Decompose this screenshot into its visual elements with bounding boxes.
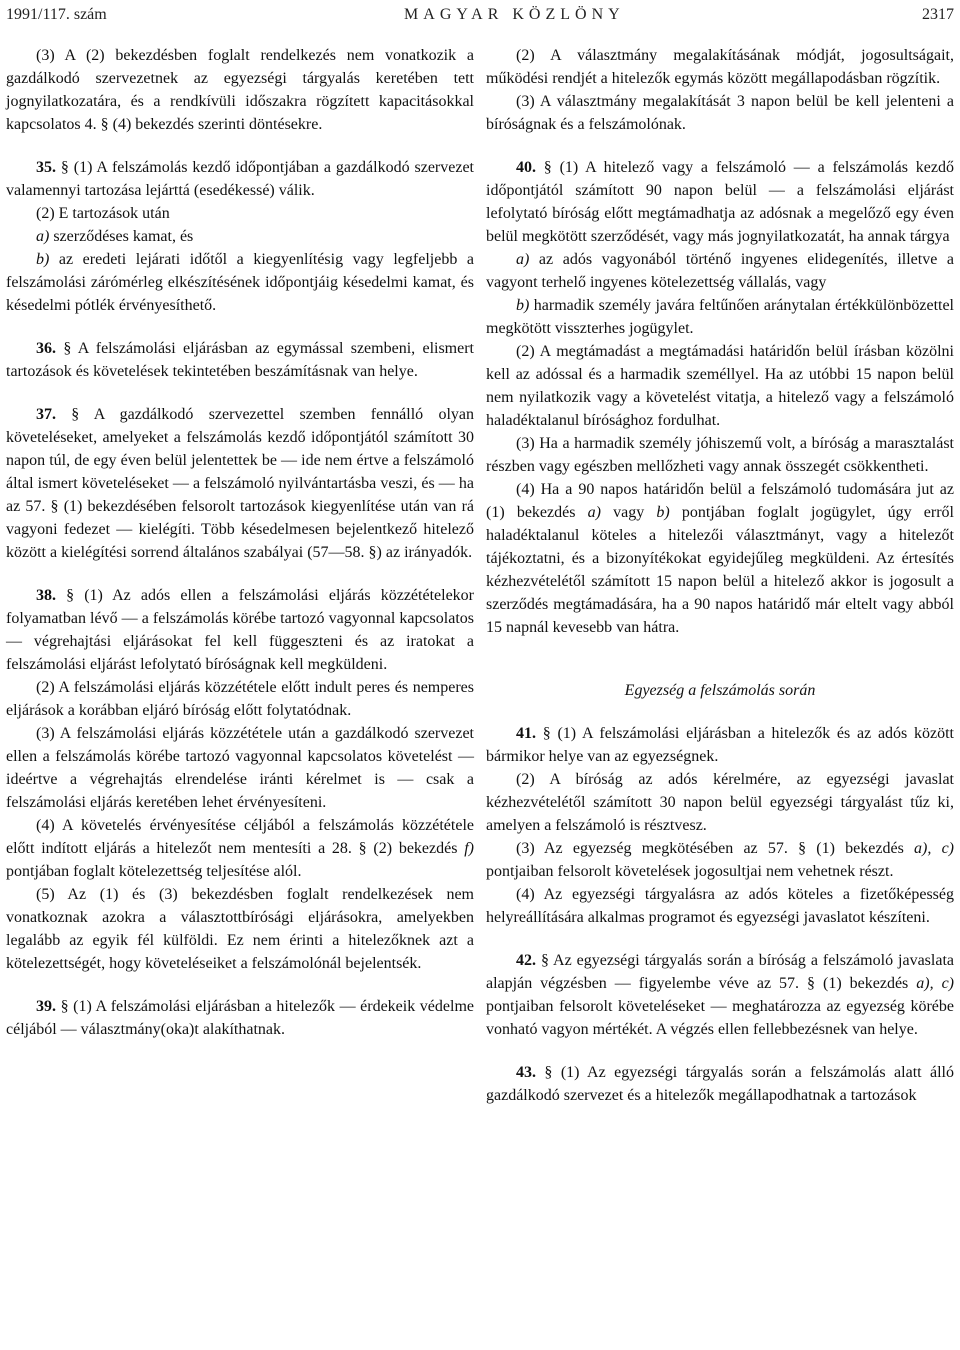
list-label: a) xyxy=(36,228,50,245)
section-number: 43. xyxy=(516,1064,536,1081)
section-35 xyxy=(6,156,474,202)
section-text: § A felszámolási eljárásban az egymással szembeni, elismert tartozások és követelések tekintetében beszámításnak van helye. xyxy=(6,340,474,380)
section-number: 38. xyxy=(36,587,56,604)
section-number: 37. xyxy=(36,406,56,423)
list-label: b) xyxy=(36,251,50,268)
text-run: (4) Ha a 90 napos határidőn belül a felszámoló tudomására jut az (1) bekezdés xyxy=(486,481,954,521)
text-run: § Az egyezségi tárgyalás során a bíróság a felszámoló javaslata alapján végzésben — figyelembe véve az 57. § (1) bekezdés xyxy=(486,952,954,992)
page-number: 2317 xyxy=(922,6,954,23)
section-40 xyxy=(486,156,954,248)
list-text: az eredeti lejárati időtől a kiegyenlítésig vagy legfeljebb a felszámolási zárómérleg elkészítésének időpontjáig késedelmi kamat, és késedelmi pótlék érvényesíthető. xyxy=(6,251,474,314)
section-text: § (1) A felszámolás kezdő időpontjában a gazdálkodó szervezet valamennyi tartozása lejárttá (esedékessé) válik. xyxy=(6,159,474,199)
running-header xyxy=(6,2,954,28)
list-text: harmadik személy javára feltűnően aránytalan értékkülönbözettel megkötött visszterhes jogügylet. xyxy=(486,297,954,337)
list-text: szerződéses kamat, és xyxy=(49,228,194,245)
issue-number: 1991/117. szám xyxy=(6,6,107,23)
point-label: a), c) xyxy=(916,975,954,992)
section-41 xyxy=(486,722,954,768)
section-text: § (1) Az egyezségi tárgyalás során a felszámolás alatt álló gazdálkodó szervezet és a hitelezők megállapodhatnak a tartozások xyxy=(486,1064,954,1104)
point-label: f) xyxy=(464,840,474,857)
paragraph: (2) A bíróság az adós kérelmére, az egyezségi javaslat kézhezvételétől számított 30 napon belül egyezségi tárgyalást tűz ki, amelyen a felszámoló is résztvesz. xyxy=(486,771,954,834)
section-number: 40. xyxy=(516,159,536,176)
subheading: Egyezség a felszámolás során xyxy=(624,682,816,699)
section-number: 42. xyxy=(516,952,536,969)
section-38 xyxy=(6,584,474,676)
section-text: § (1) A hitelező vagy a felszámoló — a felszámolás kezdő időpontjától számított 90 napon belül — a felszámolási eljárást lefolytató bíróság előtt megtámadhatja az adósnak a megelőző egy éven belül megkötött szerződését, vagy más jognyilatkozatát, ha annak tárgya xyxy=(486,159,954,245)
list-item xyxy=(6,225,474,248)
paragraph: (3) A felszámolási eljárás közzététele után a gazdálkodó szervezet ellen a felszámolás körébe tartozó vagyonnal kapcsolatos követelést — ideértve a végrehajtás elrendelése iránti kérelmet is — csak a felszámolási eljárás keretében lehet érvényesíteni. xyxy=(6,725,474,811)
point-label: a) xyxy=(587,504,601,521)
point-label: b) xyxy=(656,504,670,521)
section-text: § (1) Az adós ellen a felszámolási eljárás közzétételekor folyamatban lévő — a felszámolás körébe tartozó vagyonnal kapcsolatos — végrehajtási eljárásokat fel kell függeszteni és az iratokat a felszámolási eljárást lefolytató bíróságnak kell megküldeni. xyxy=(6,587,474,673)
paragraph: (2) A felszámolási eljárás közzététele előtt indult peres és nemperes eljárások a korábban eljáró bíróság előtt folytatódnak. xyxy=(6,679,474,719)
paragraph xyxy=(486,837,954,883)
paragraph: (4) Az egyezségi tárgyalásra az adós köteles a fizetőképesség helyreállítására alkalmas programot és egyezségi javaslatot készíteni. xyxy=(486,886,954,926)
text-run: pontjaiban felsorolt követelések jogosultjai nem vehetnek részt. xyxy=(486,863,894,880)
section-text: § A gazdálkodó szervezettel szemben fennálló olyan követeléseket, amelyeket a felszámolás kezdő időpontjától számított 30 napon túl, de egy éven belül jelentettek be — ide nem értve a felszámoló által ismert követeléseket — a felszámoló nyilvántartásba veszi, és — ha az 57. § (1) bekezdésében felsorolt tartozások kiegyenlítése után van rá vagyoni fedezet — kielégíti. Több késedelmesen bejelentkező hitelező között a kielégítési sorrend általános szabályai (57—58. §) az irányadók. xyxy=(6,406,474,561)
section-37 xyxy=(6,403,474,564)
text-run: (3) Az egyezség megkötésében az 57. § (1) bekezdés xyxy=(516,840,915,857)
paragraph: (5) Az (1) és (3) bekezdésben foglalt rendelkezések nem vonatkoznak azokra a választottbírósági eljárásokra, amelyekben legalább az egyik fél külföldi. Ez nem érinti a hitelezőknek azt a kötelezettségét, hogy követeléseiket a felszámolónál bejelentsék. xyxy=(6,886,474,972)
paragraph: (2) A választmány megalakításának módját, jogosultságait, működési rendjét a hitelezők egymás között megállapodásban rögzítik. xyxy=(486,47,954,87)
section-text: § (1) A felszámolási eljárásban a hitelezők — érdekeik védelme céljából — választmány(oka)t alakíthatnak. xyxy=(6,998,474,1038)
section-number: 41. xyxy=(516,725,536,742)
right-column xyxy=(486,44,954,1350)
left-column xyxy=(6,44,474,1350)
paragraph: (2) A megtámadást a megtámadási határidőn belül írásban közölni kell az adóssal és a harmadik személlyel. Ha az utóbbi 15 napon belül nem nyilatkozik vagy a követelést vitatja, a hitelező vagy a felszámoló haladéktalanul bírósághoz fordulhat. xyxy=(486,343,954,429)
section-text: § (1) A felszámolási eljárásban a hitelezők és az adós között bármikor helye van az egyezségnek. xyxy=(486,725,954,765)
publication-title: MAGYAR KÖZLÖNY xyxy=(404,6,625,23)
point-label: a), c) xyxy=(914,840,955,857)
text-run: (4) A követelés érvényesítése céljából a felszámolás közzététele előtt indított eljárás a hitelezőt nem mentesíti a 28. § (2) bekezdés xyxy=(6,817,474,857)
section-number: 35. xyxy=(36,159,56,176)
list-item xyxy=(486,294,954,340)
list-text: az adós vagyonából történő ingyenes elidegenítés, illetve a vagyont terhelő ingyenes kötelezettség vállalás, vagy xyxy=(486,251,954,291)
section-number: 39. xyxy=(36,998,56,1015)
section-39 xyxy=(6,995,474,1041)
paragraph: (2) E tartozások után xyxy=(36,205,170,222)
list-item xyxy=(486,248,954,294)
paragraph: (3) Ha a harmadik személy jóhiszemű volt, a bíróság a marasztalást részben vagy egészben mellőzheti vagy annak összegét csökkentheti. xyxy=(486,435,954,475)
text-run: pontjában foglalt jogügylet, úgy erről haladéktalanul köteles a hitelezői választmányt, vagy a hitelezőt tájékoztatni, és a bizonyítékokat egyidejűleg megküldeni. Az értesítés kézhezvételétől számított 15 napon belül a hitelező akkor is jogosult a szerződés megtámadására, ha a 90 napos határidő már eltelt vagy abból 15 napnál kevesebb van hátra. xyxy=(486,504,954,636)
paragraph: (3) A (2) bekezdésben foglalt rendelkezés nem vonatkozik a gazdálkodó szervezetnek az egyezségi tárgyalás keretében tett jognyilatkozatára, és a rendkívüli időszakra rögzített kapacitásokkal kapcsolatos 4. § (4) bekezdés szerinti döntésekre. xyxy=(6,47,474,133)
section-36 xyxy=(6,337,474,383)
section-43 xyxy=(486,1061,954,1107)
section-number: 36. xyxy=(36,340,56,357)
paragraph: (3) A választmány megalakítását 3 napon belül be kell jelenteni a bíróságnak és a felszámolónak. xyxy=(486,93,954,133)
text-run: vagy xyxy=(600,504,657,521)
paragraph xyxy=(486,478,954,639)
text-run: pontjaiban felsorolt követeléseket — meghatározza az egyezség körébe vonható vagyon mértékét. A végzés ellen fellebbezésnek van helye. xyxy=(486,998,954,1038)
paragraph xyxy=(6,814,474,883)
section-42 xyxy=(486,949,954,1041)
list-label: a) xyxy=(516,251,530,268)
list-item xyxy=(6,248,474,317)
text-run: pontjában foglalt kötelezettség teljesítése alól. xyxy=(6,863,302,880)
text-columns xyxy=(6,44,954,1350)
list-label: b) xyxy=(516,297,530,314)
